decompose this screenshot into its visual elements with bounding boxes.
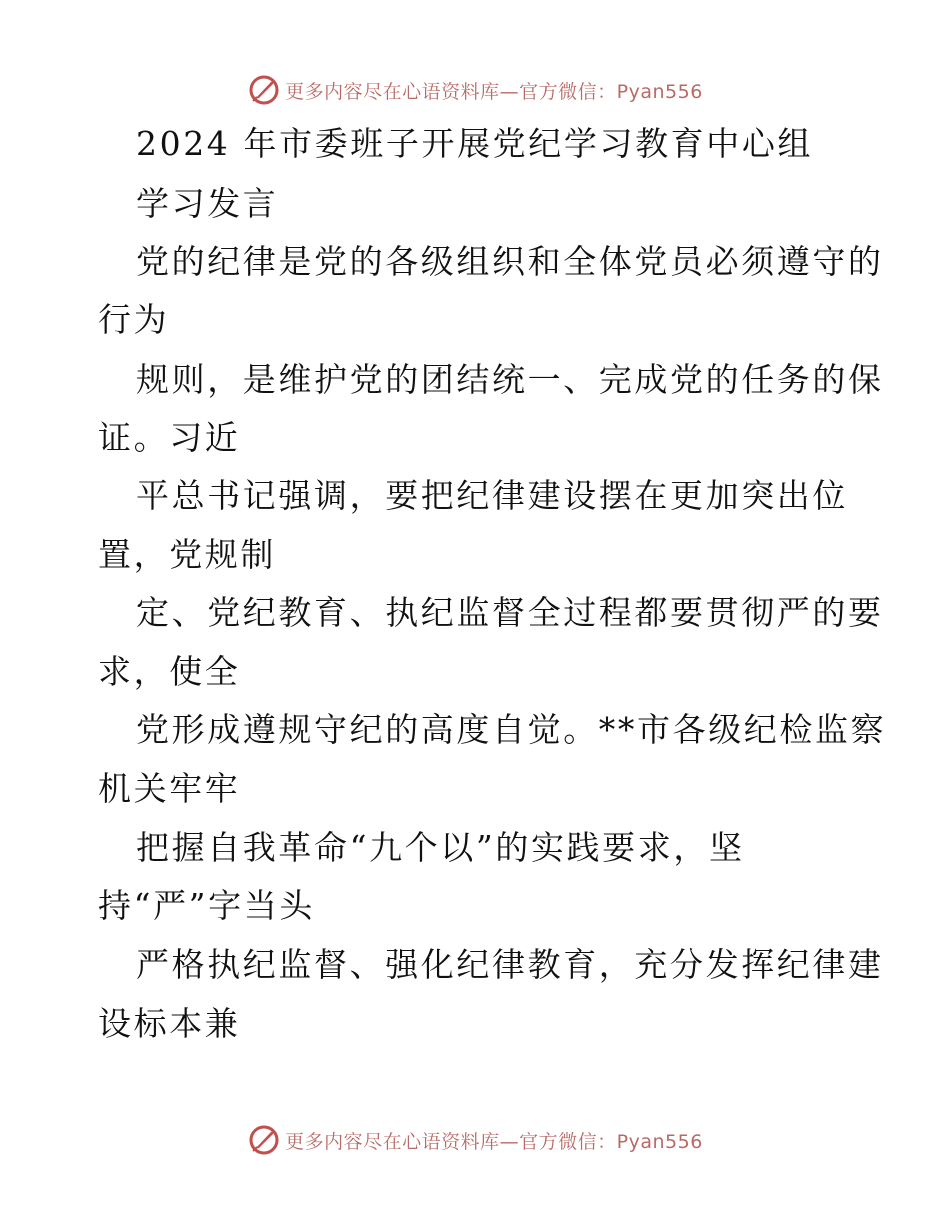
- footer-watermark-banner: [0, 1120, 950, 1160]
- doc-title-line-1: 2024 年市委班子开展党纪学习教育中心组: [136, 124, 814, 163]
- doc-text-line: 求，使全: [98, 652, 241, 691]
- doc-text-line: 持“严”字当头: [98, 886, 315, 925]
- doc-title-line-2: 学习发言: [136, 184, 279, 223]
- doc-text-line: 党形成遵规守纪的高度自觉。**市各级纪检监察: [136, 710, 887, 749]
- header-watermark-text: 更多内容尽在心语资料库—官方微信：Pyan556: [285, 80, 703, 103]
- doc-text-line: 严格执纪监督、强化纪律教育，充分发挥纪律建: [136, 945, 884, 984]
- doc-text-line: 证。习近: [98, 418, 241, 457]
- doc-text-line: 行为: [98, 300, 170, 339]
- footer-watermark-text: 更多内容尽在心语资料库—官方微信：Pyan556: [285, 1130, 703, 1153]
- doc-text-line: 规则，是维护党的团结统一、完成党的任务的保: [136, 360, 884, 399]
- doc-text-line: 设标本兼: [98, 1004, 241, 1043]
- feather-pen-logo-icon: [247, 1123, 281, 1157]
- doc-text-line: 定、党纪教育、执纪监督全过程都要贯彻严的要: [136, 593, 884, 632]
- doc-text-line: 机关牢牢: [98, 769, 241, 808]
- doc-text-line: 平总书记强调，要把纪律建设摆在更加突出位: [136, 476, 848, 515]
- doc-text-line: 把握自我革命“九个以”的实践要求，坚: [136, 828, 745, 867]
- doc-text-line: 党的纪律是党的各级组织和全体党员必须遵守的: [136, 242, 884, 281]
- doc-text-line: 置，党规制: [98, 535, 276, 574]
